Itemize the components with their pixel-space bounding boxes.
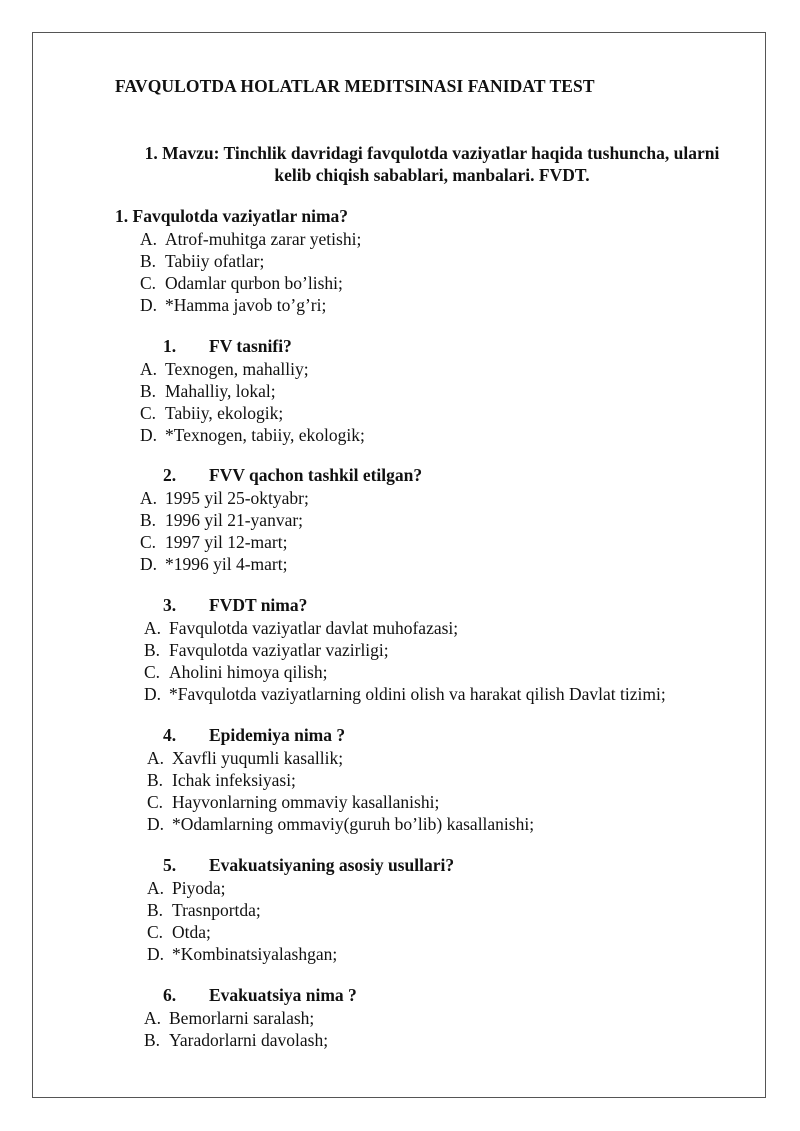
question-text: FV tasnifi?: [209, 336, 292, 356]
question-number: 4.: [163, 725, 177, 745]
option-b: B. Yaradorlarni davolash;: [144, 1030, 329, 1050]
question-3-title: [163, 465, 422, 486]
document-title: FAVQULOTDA HOLATLAR MEDITSINASI FANIDAT TEST: [115, 76, 595, 96]
option-d: D. *Kombinatsiyalashgan;: [147, 944, 338, 964]
question-4-options: [144, 617, 666, 705]
option-a: A. Xavfli yuqumli kasallik;: [147, 748, 344, 768]
question-7-title: [163, 985, 357, 1006]
option-a: A. Bemorlarni saralash;: [144, 1008, 315, 1028]
option-d: D. *1996 yil 4-mart;: [140, 554, 288, 574]
question-6-options: [147, 877, 337, 965]
option-b: B. Tabiiy ofatlar;: [140, 251, 265, 271]
question-5-options: [147, 747, 534, 835]
option-d: D. *Texnogen, tabiiy, ekologik;: [140, 425, 365, 445]
question-2-options: [140, 358, 365, 446]
option-c: C. Odamlar qurbon bo’lishi;: [140, 273, 343, 293]
option-b: B. Mahalliy, lokal;: [140, 381, 276, 401]
question-number: 6.: [163, 985, 177, 1005]
option-d: D. *Odamlarning ommaviy(guruh bo’lib) kasallanishi;: [147, 814, 535, 834]
question-1-title: [115, 206, 348, 227]
option-a: A. Piyoda;: [147, 878, 226, 898]
option-b: B. Favqulotda vaziyatlar vazirligi;: [144, 640, 389, 660]
option-a: A. Favqulotda vaziyatlar davlat muhofazasi;: [144, 618, 459, 638]
option-c: C. Tabiiy, ekologik;: [140, 403, 284, 423]
option-c: C. 1997 yil 12-mart;: [140, 532, 288, 552]
option-c: C. Aholini himoya qilish;: [144, 662, 328, 682]
question-number: 3.: [163, 595, 177, 615]
option-a: A. Texnogen, mahalliy;: [140, 359, 309, 379]
topic-line-2: kelib chiqish sabablari, manbalari. FVDT.: [274, 165, 590, 185]
option-c: C. Otda;: [147, 922, 211, 942]
topic-heading: [112, 142, 752, 186]
question-number: 1.: [163, 336, 177, 356]
question-text: FVV qachon tashkil etilgan?: [209, 465, 423, 485]
question-3-options: [140, 487, 309, 575]
question-text: Evakuatsiyaning asosiy usullari?: [209, 855, 455, 875]
option-a: A. Atrof-muhitga zarar yetishi;: [140, 229, 362, 249]
question-4-title: [163, 595, 307, 616]
option-d: D. *Favqulotda vaziyatlarning oldini olish va harakat qilish Davlat tizimi;: [144, 684, 666, 704]
question-2-title: [163, 336, 292, 357]
topic-line-1: 1. Mavzu: Tinchlik davridagi favqulotda vaziyatlar haqida tushuncha, ularni: [144, 143, 720, 163]
option-b: B. Ichak infeksiyasi;: [147, 770, 296, 790]
question-7-options: [144, 1007, 328, 1051]
question-6-title: [163, 855, 454, 876]
option-c: C. Hayvonlarning ommaviy kasallanishi;: [147, 792, 440, 812]
question-text: Evakuatsiya nima ?: [209, 985, 357, 1005]
question-number: 1.: [115, 206, 129, 226]
option-b: B. 1996 yil 21-yanvar;: [140, 510, 304, 530]
question-text: Favqulotda vaziyatlar nima?: [132, 206, 349, 226]
question-number: 5.: [163, 855, 177, 875]
question-text: FVDT nima?: [209, 595, 308, 615]
question-1-options: [140, 228, 361, 316]
question-text: Epidemiya nima ?: [209, 725, 346, 745]
option-a: A. 1995 yil 25-oktyabr;: [140, 488, 309, 508]
question-number: 2.: [163, 465, 177, 485]
option-d: D. *Hamma javob to’g’ri;: [140, 295, 327, 315]
option-b: B. Trasnportda;: [147, 900, 261, 920]
question-5-title: [163, 725, 345, 746]
